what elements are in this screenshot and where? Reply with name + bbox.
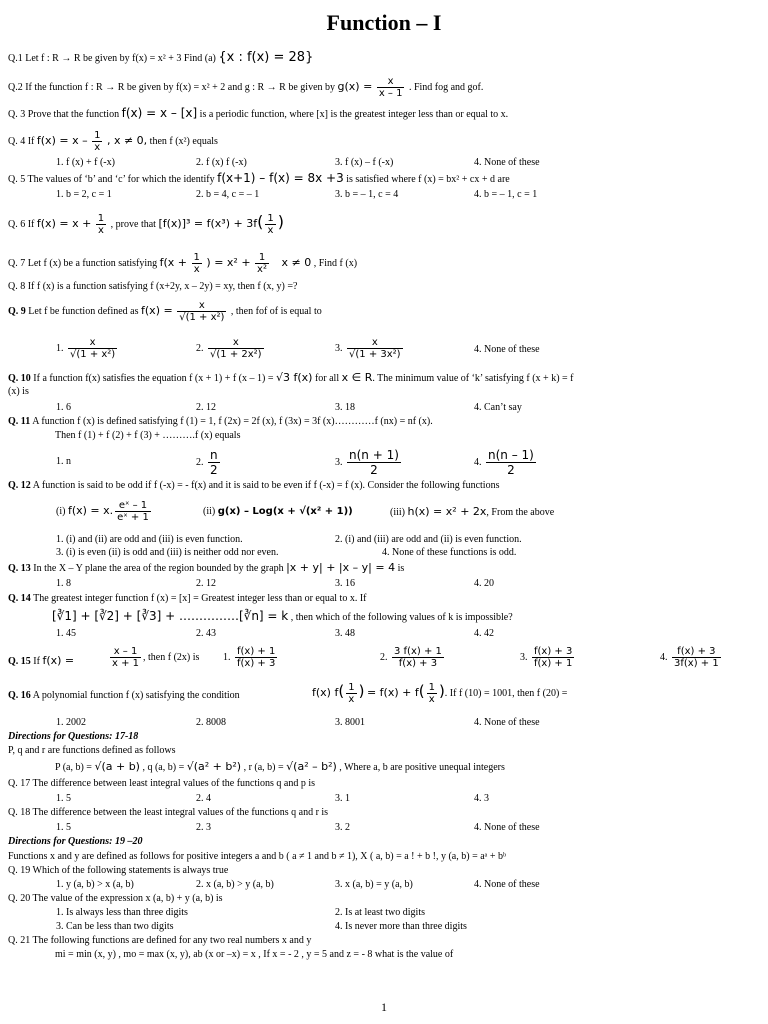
option[interactable]: 2. Is at least two digits <box>335 907 425 918</box>
option[interactable]: 3. $\frac{x}{\text{√(1 + 3x²)}}$ <box>335 337 401 360</box>
option[interactable]: 3. 8001 <box>335 717 365 728</box>
question-4: Q. 4 If f(x) = x – $\frac{1}{x}$ , x ≠ 0, then f (x²) equals <box>8 130 218 153</box>
option[interactable]: 1. Is always less than three digits <box>56 907 188 918</box>
question-12: Q. 12 A function is said to be odd if f (-x) = - f(x) and it is said to be even if f (-x) = f (x). Consider the following functions <box>8 480 500 491</box>
question-8: Q. 8 If f (x) is a function satisfying f (x+2y, x – 2y) = xy, then f (x, y) =? <box>8 281 298 292</box>
option[interactable]: 1. $\frac{x}{\text{√(1 + x²)}}$ <box>56 337 116 360</box>
option[interactable]: 4. $\frac{n(n - 1)}{2}$ <box>474 448 534 477</box>
option[interactable]: 1. 5 <box>56 822 71 833</box>
question-11-cont: Then f (1) + f (2) + f (3) + ……….f (x) equals <box>55 430 241 441</box>
option[interactable]: 3. b = – 1, c = 4 <box>335 189 399 200</box>
page-number: 1 <box>381 1000 387 1014</box>
question-21-cont: mi = min (x, y) , mo = max (x, y), ab (x or –x) = x , If x = - 2 , y = 5 and z = - 8 what is the value of <box>55 949 454 960</box>
question-17: Q. 17 The difference between least integral values of the functions q and p is <box>8 778 316 789</box>
option[interactable]: 4. Can’t say <box>474 402 522 413</box>
option[interactable]: 1. b = 2, c = 1 <box>56 189 112 200</box>
question-9: Q. 9 Let f be function defined as f(x) = $\frac{x}{\text{√(1 + x²)}}$ , then fof of is equal to <box>8 300 322 323</box>
question-14: Q. 14 The greatest integer function f (x) = [x] = Greatest integer less than or equal to x. If <box>8 593 367 604</box>
question-2: Q.2 If the function f : R → R be given by f(x) = x² + 2 and g : R → R be given by g(x) = $\frac{x}{x - 1}$ . Find fog and gof. <box>8 76 484 99</box>
question-14-cont: [∛1] + [∛2] + [∛3] + ……………[∛n] = k , then which of the following values of k is impossible? <box>52 609 513 623</box>
option[interactable]: 4. None of these <box>474 822 540 833</box>
question-18: Q. 18 The difference between the least integral values of the functions q and r is <box>8 807 329 818</box>
directions-17-18-text: P, q and r are functions defined as follows <box>8 745 176 756</box>
question-3: Q. 3 Prove that the function f(x) = x – [x] is a periodic function, where [x] is the greatest integer less than or equal to x. <box>8 106 509 120</box>
question-5: Q. 5 The values of ‘b’ and ‘c’ for which the identify f(x+1) – f(x) = 8x +3 is satisfied where f (x) = bx² + cx + d are <box>8 171 510 185</box>
option[interactable]: 3. $\frac{n(n + 1)}{2}$ <box>335 448 399 477</box>
question-7: Q. 7 Let f (x) be a function satisfying f(x + $\frac{1}{x}$ ) = x² + $\frac{1}{\text{x²}}$ x ≠ 0 , Find f (x) <box>8 252 358 275</box>
option[interactable]: 2. 12 <box>196 402 216 413</box>
option[interactable]: 4. 3 <box>474 793 489 804</box>
option[interactable]: 3. $\frac{f(x) + 3}{f(x) + 1}$ <box>520 646 573 669</box>
option[interactable]: 4. None of these <box>474 879 540 890</box>
option[interactable]: 3. x (a, b) = y (a, b) <box>335 879 413 890</box>
question-15: Q. 15 If f(x) = $\frac{x - 1}{x + 1}$ , then f (2x) is 1. $\frac{f(x) + 1}{f(x) + 3}$ 2. $\frac{3 f(x) + 1}{f(x) + 3}$ 3. $\frac{f(x) + 3}{f(x) + 1}$ 4. $\frac{f(x) + 3}{3f(x) + 1}$ <box>8 646 760 680</box>
option[interactable]: 2. b = 4, c = – 1 <box>196 189 260 200</box>
option[interactable]: 2. f (x) f (-x) <box>196 157 247 168</box>
option[interactable]: 2. $\frac{x}{\text{√(1 + 2x²)}}$ <box>196 337 262 360</box>
option[interactable]: 3. 1 <box>335 793 350 804</box>
question-21: Q. 21 The following functions are defined for any two real numbers x and y <box>8 935 312 946</box>
option[interactable]: 1. 5 <box>56 793 71 804</box>
directions-19-20-text: Functions x and y are defined as follows for positive integers a and b ( a ≠ 1 and b ≠ 1), X ( a, b) = a ! + b !, y (a, b) = aᵃ + bᵇ <box>8 851 507 862</box>
option[interactable]: 3. Can be less than two digits <box>56 921 174 932</box>
option[interactable]: 1. $\frac{f(x) + 1}{f(x) + 3}$ <box>223 646 276 669</box>
option[interactable]: 2. 8008 <box>196 717 226 728</box>
option[interactable]: 4. Is never more than three digits <box>335 921 467 932</box>
option[interactable]: 1. (i) and (ii) are odd and (iii) is even function. <box>56 534 243 545</box>
question-6: Q. 6 If f(x) = x + $\frac{1}{x}$ , prove that [f(x)]³ = f(x³) + 3f( $\frac{1}{x}$ ) <box>8 211 284 236</box>
option[interactable]: 4. None of these <box>474 717 540 728</box>
page-title: Function – I <box>326 10 442 35</box>
question-10-cont: (x) is <box>8 386 29 397</box>
option[interactable]: 3. 48 <box>335 628 355 639</box>
question-10: Q. 10 If a function f(x) satisfies the equation f (x + 1) + f (x – 1) = √3 f(x) for all x ∈ R. The minimum value of ‘k’ satisfying f (x + k) = f <box>8 371 574 384</box>
option[interactable]: 4. 42 <box>474 628 494 639</box>
option[interactable]: 2. (i) and (iii) are odd and (ii) is even function. <box>335 534 522 545</box>
question-11: Q. 11 A function f (x) is defined satisfying f (1) = 1, f (2x) = 2f (x), f (3x) = 3f (x)…………f (nx) = nf (x). <box>8 416 433 427</box>
option[interactable]: 4. None of these functions is odd. <box>382 547 517 558</box>
option[interactable]: 1. y (a, b) > x (a, b) <box>56 879 134 890</box>
option[interactable]: 2. 4 <box>196 793 211 804</box>
option[interactable]: 3. 16 <box>335 578 355 589</box>
option[interactable]: 4. 20 <box>474 578 494 589</box>
option[interactable]: 1. n <box>56 456 71 467</box>
option[interactable]: 1. 2002 <box>56 717 86 728</box>
option[interactable]: 3. (i) is even (ii) is odd and (iii) is neither odd nor even. <box>56 547 279 558</box>
question-16: Q. 16 A polynomial function f (x) satisfying the condition f(x) f( $\frac{1}{x}$ ) = f(x) + f( $\frac{1}{x}$ ). If f (10) = 1001, then f (20) = <box>8 681 568 705</box>
option[interactable]: 2. x (a, b) > y (a, b) <box>196 879 274 890</box>
option[interactable]: 3. f (x) – f (-x) <box>335 157 394 168</box>
option[interactable]: 4. None of these <box>474 157 540 168</box>
option[interactable]: 3. 18 <box>335 402 355 413</box>
option[interactable]: 1. f (x) + f (-x) <box>56 157 115 168</box>
pqr-definitions: P (a, b) = √(a + b) , q (a, b) = √(a² + b²) , r (a, b) = √(a² – b²) , Where a, b are positive unequal integers <box>55 760 505 773</box>
option[interactable]: 2. 43 <box>196 628 216 639</box>
option[interactable]: 2. 12 <box>196 578 216 589</box>
option[interactable]: 4. b = – 1, c = 1 <box>474 189 538 200</box>
option[interactable]: 4. None of these <box>474 344 540 355</box>
question-20: Q. 20 The value of the expression x (a, b) + y (a, b) is <box>8 893 223 904</box>
question-1: Q.1 Let f : R → R be given by f(x) = x² + 3 Find (a) {x : f(x) = 28} <box>8 50 314 65</box>
option[interactable]: 1. 45 <box>56 628 76 639</box>
question-19: Q. 19 Which of the following statements is always true <box>8 865 229 876</box>
option[interactable]: 2. 3 <box>196 822 211 833</box>
directions-17-18: Directions for Questions: 17-18 <box>8 731 139 742</box>
option[interactable]: 1. 8 <box>56 578 71 589</box>
option[interactable]: 2. $\frac{n}{2}$ <box>196 448 218 477</box>
question-13: Q. 13 In the X – Y plane the area of the region bounded by the graph |x + y| + |x – y| = 4 is <box>8 561 405 574</box>
option[interactable]: 4. $\frac{f(x) + 3}{3f(x) + 1}$ <box>660 646 719 669</box>
directions-19-20: Directions for Questions: 19 –20 <box>8 836 143 847</box>
option[interactable]: 1. 6 <box>56 402 71 413</box>
option[interactable]: 3. 2 <box>335 822 350 833</box>
option[interactable]: 2. $\frac{3 f(x) + 1}{f(x) + 3}$ <box>380 646 442 669</box>
